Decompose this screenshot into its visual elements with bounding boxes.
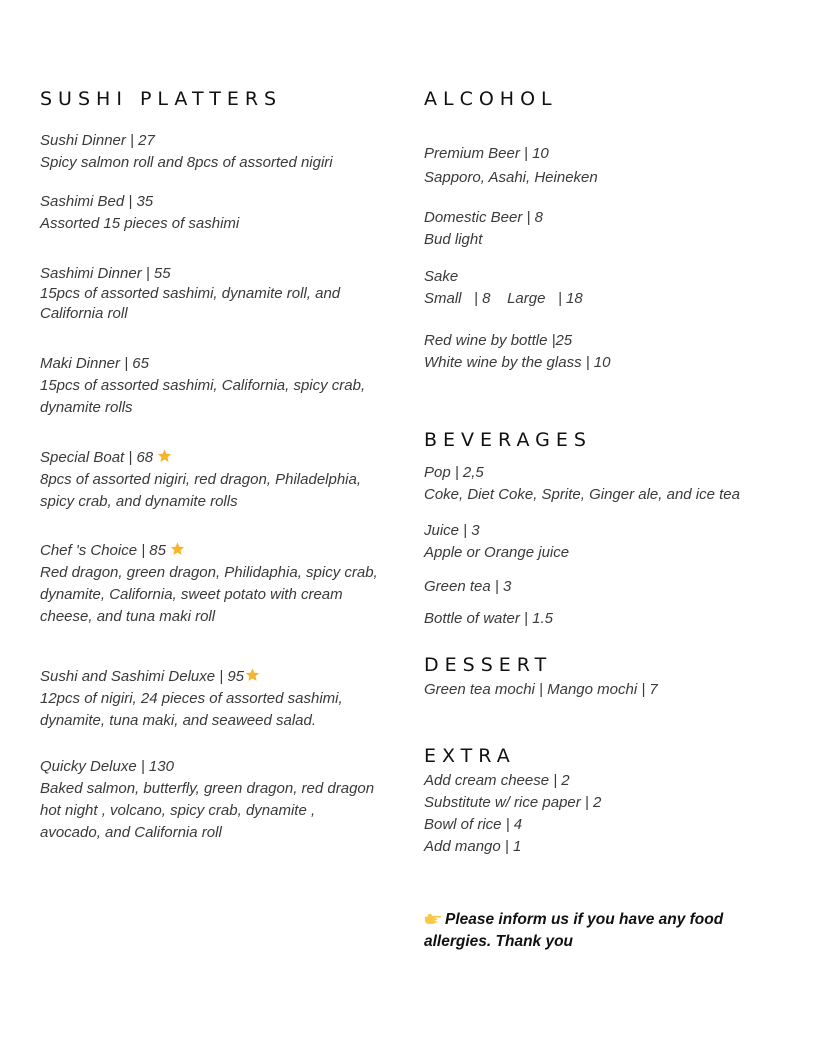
note-text: Please inform us if you have any food xyxy=(445,911,724,928)
item-name: Chef 's Choice | 85 xyxy=(40,542,166,559)
menu-item xyxy=(424,608,754,630)
menu-item xyxy=(424,142,754,190)
item-description: dynamite rolls xyxy=(40,399,133,416)
item-description: 15pcs of assorted sashimi, dynamite roll, and xyxy=(40,285,341,302)
note-line xyxy=(424,909,754,931)
item-description: Red dragon, green dragon, Philidaphia, spicy crab, xyxy=(40,564,378,581)
extra-list xyxy=(424,770,754,858)
menu-item xyxy=(40,666,390,732)
beverages-heading: BEVERAGES xyxy=(424,429,592,451)
item-name: Sashimi Dinner | 55 xyxy=(40,265,171,282)
menu-item xyxy=(424,462,784,506)
item-description: hot night , volcano, spicy crab, dynamite , xyxy=(40,802,316,819)
item-name: Quicky Deluxe | 130 xyxy=(40,758,174,775)
item-description: Assorted 15 pieces of sashimi xyxy=(40,215,240,232)
menu-item xyxy=(424,207,754,251)
item-description: White wine by the glass | 10 xyxy=(424,354,611,371)
menu-item xyxy=(424,266,754,310)
star-icon xyxy=(156,448,173,464)
list-item: Add cream cheese | 2 xyxy=(424,772,570,789)
menu-item xyxy=(40,191,390,235)
item-name: Special Boat | 68 xyxy=(40,449,154,466)
menu-item xyxy=(424,330,754,374)
list-item: Add mango | 1 xyxy=(424,838,522,855)
item-description: dynamite, tuna maki, and seaweed salad. xyxy=(40,712,316,729)
item-description: Spicy salmon roll and 8pcs of assorted nigiri xyxy=(40,154,333,171)
item-description: 15pcs of assorted sashimi, California, spicy crab, xyxy=(40,377,366,394)
menu-item xyxy=(424,520,754,564)
menu-item xyxy=(40,447,390,513)
alcohol-heading: ALCOHOL xyxy=(424,88,558,110)
item-name: Green tea | 3 xyxy=(424,578,512,595)
item-description: Small | 8 Large | 18 xyxy=(424,290,583,307)
item-name: Red wine by bottle |25 xyxy=(424,332,573,349)
item-name-row xyxy=(40,447,390,469)
menu-item xyxy=(424,679,754,701)
menu-item xyxy=(40,540,390,628)
item-description: 12pcs of nigiri, 24 pieces of assorted sashimi, xyxy=(40,690,343,707)
item-name: Maki Dinner | 65 xyxy=(40,355,149,372)
item-name: Pop | 2,5 xyxy=(424,464,484,481)
item-name-row xyxy=(40,540,390,562)
note-line: allergies. Thank you xyxy=(424,933,574,950)
menu-item xyxy=(40,756,390,844)
pointing-hand-icon xyxy=(424,912,442,925)
item-name: Juice | 3 xyxy=(424,522,480,539)
menu-item xyxy=(40,353,390,419)
list-item: Substitute w/ rice paper | 2 xyxy=(424,794,602,811)
extra-heading: EXTRA xyxy=(424,745,516,767)
dessert-heading: DESSERT xyxy=(424,654,553,676)
item-name: Domestic Beer | 8 xyxy=(424,209,543,226)
item-description: dynamite, California, sweet potato with cream xyxy=(40,586,343,603)
item-name: Green tea mochi | Mango mochi | 7 xyxy=(424,681,658,698)
item-name: Sushi and Sashimi Deluxe | 95 xyxy=(40,668,245,685)
item-description: cheese, and tuna maki roll xyxy=(40,608,216,625)
allergy-note xyxy=(424,909,754,953)
item-description: 8pcs of assorted nigiri, red dragon, Philadelphia, xyxy=(40,471,362,488)
item-name: Sashimi Bed | 35 xyxy=(40,193,154,210)
item-description: Coke, Diet Coke, Sprite, Ginger ale, and ice tea xyxy=(424,486,740,503)
item-name: Bottle of water | 1.5 xyxy=(424,610,553,627)
sushi-platters-heading: SUSHI PLATTERS xyxy=(40,88,283,110)
star-icon xyxy=(169,541,186,557)
menu-item xyxy=(424,576,754,598)
item-description: Bud light xyxy=(424,231,483,248)
item-description: Sapporo, Asahi, Heineken xyxy=(424,169,598,186)
item-description: spicy crab, and dynamite rolls xyxy=(40,493,238,510)
menu-item xyxy=(40,264,390,324)
item-description: California roll xyxy=(40,305,128,322)
item-description: Apple or Orange juice xyxy=(424,544,570,561)
item-name-row xyxy=(40,666,390,688)
item-description: Baked salmon, butterfly, green dragon, red dragon xyxy=(40,780,375,797)
menu-item xyxy=(40,130,390,174)
item-name: Sushi Dinner | 27 xyxy=(40,132,155,149)
star-icon xyxy=(244,667,261,683)
list-item: Bowl of rice | 4 xyxy=(424,816,523,833)
item-name: Sake xyxy=(424,268,459,285)
item-name: Premium Beer | 10 xyxy=(424,145,549,162)
item-description: avocado, and California roll xyxy=(40,824,222,841)
